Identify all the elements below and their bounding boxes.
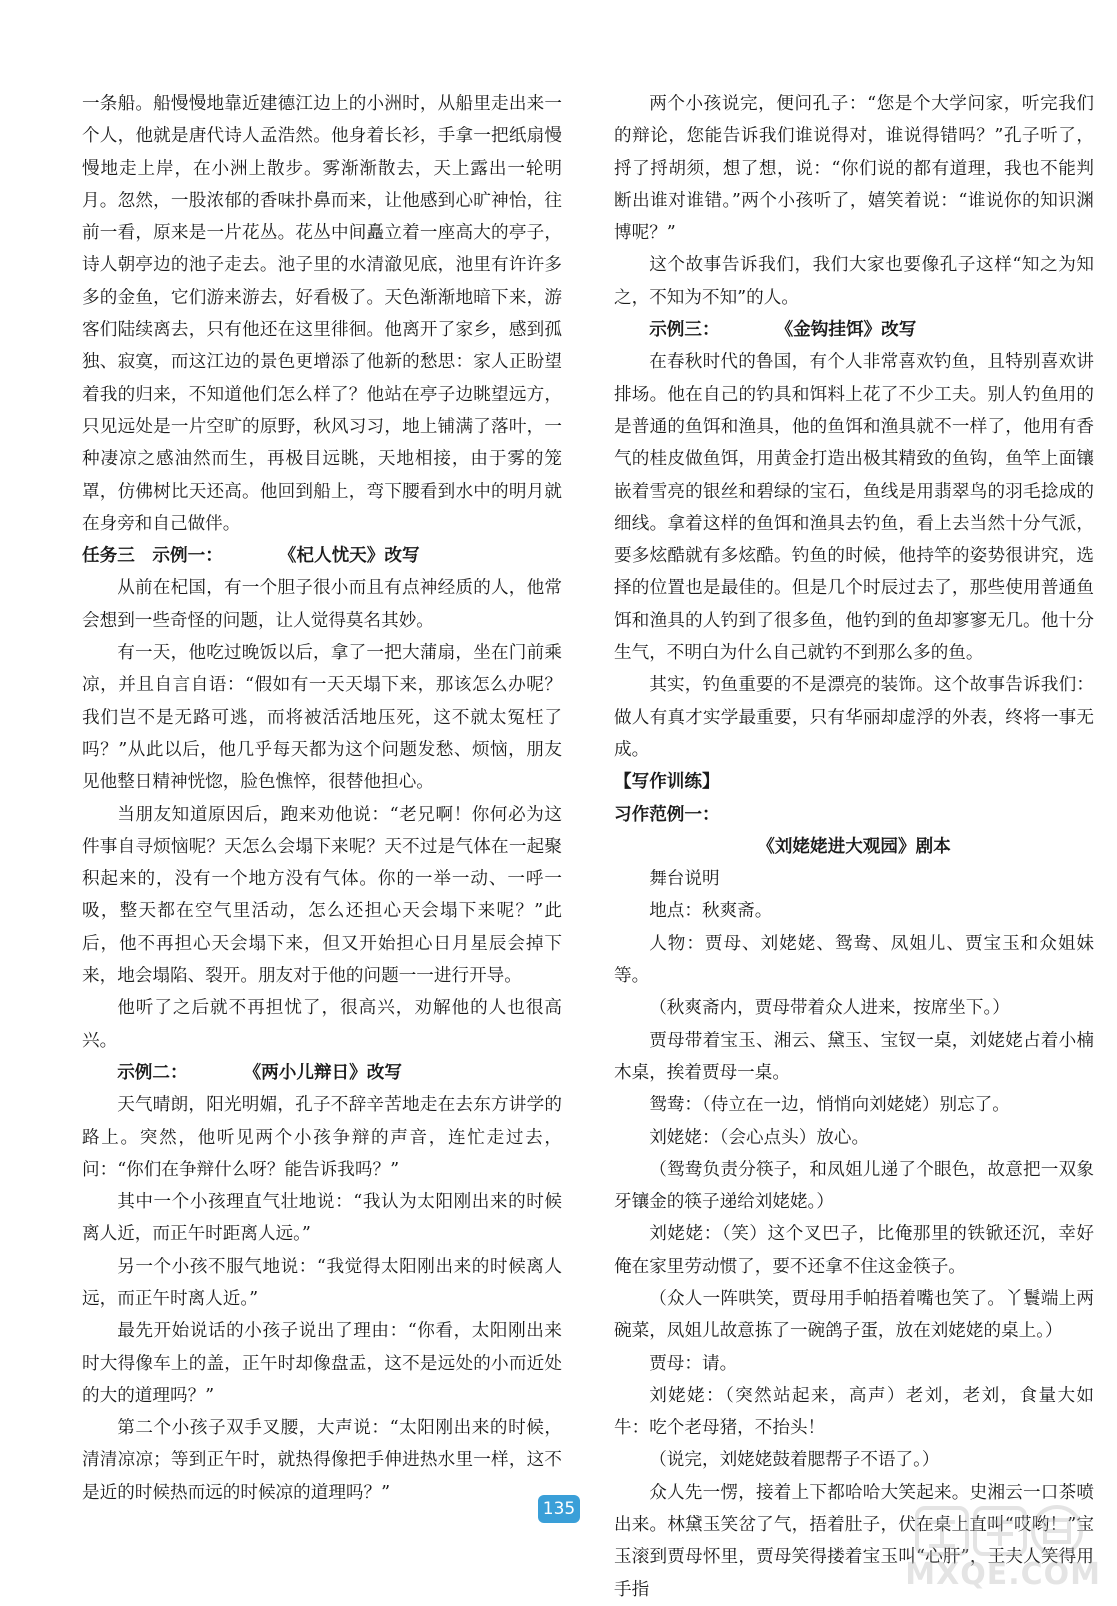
paragraph: 刘姥姥：（笑）这个叉巴子，比俺那里的铁锨还沉，幸好俺在家里劳动惯了，要不还拿不住这金筷子。 [614,1224,1094,1277]
example-title: 《两小儿辩日》改写 [243,1061,402,1083]
paragraph: （说完，刘姥姥鼓着腮帮子不语了。） [649,1450,940,1471]
watermark-url: MXQE.COM [905,1557,1101,1592]
paragraph: 地点：秋爽斋。 [649,901,773,922]
example-heading [82,1057,562,1089]
paragraph: 当朋友知道原因后，跑来劝他说：“老兄啊！你何必为这件事自寻烦恼呢？天怎么会塌下来呢？天不过是气体在一起聚积起来的，没有一个地方没有气体。你的一举一动、一呼一吸，整天都在空气里活动，怎么还担心天会塌下来呢？”此后，他不再担心天会塌下来，但又开始担心日月星辰会掉下来，地会塌陷、裂开。朋友对于他的问题一一进行开导。 [82,804,562,987]
paragraph: 众人先一愣，接着上下都哈哈大笑起来。史湘云一口茶喷出来。林黛玉笑岔了气，捂着肚子，伏在桌上直叫“哎哟！”宝玉滚到贾母怀里，贾母笑得搂着宝玉叫“心肝”，王夫人笑得用手指 [614,1482,1094,1600]
paragraph: 刘姥姥：（突然站起来，高声）老刘，老刘，食量大如牛：吃个老母猪，不抬头！ [614,1385,1094,1439]
paragraph: 两个小孩说完，便问孔子：“您是个大学问家，听完我们的辩论，您能告诉我们谁说得对，谁说得错吗？”孔子听了，捋了捋胡须，想了想，说：“你们说的都有道理，我也不能判断出谁对谁错。”两个小孩听了，嬉笑着说：“谁说你的知识渊博呢？” [614,94,1094,244]
paragraph: 第二个小孩子双手叉腰，大声说：“太阳刚出来的时候，清清凉凉；等到正午时，就热得像把手伸进热水里一样，这不是近的时候热而远的时候凉的道理吗？” [82,1418,562,1503]
script-title: 《刘姥姥进大观园》剧本 [757,835,951,857]
task-label: 任务三 [82,545,135,567]
paragraph: 舞台说明 [649,869,720,890]
example-title: 《杞人忧天》改写 [278,545,420,567]
paragraph: 从前在杞国，有一个胆子很小而且有点神经质的人，他常会想到一些奇怪的问题，让人觉得莫名其妙。 [82,578,562,631]
paragraph: 这个故事告诉我们，我们大家也要像孔子这样“知之为知之，不知为不知”的人。 [614,255,1094,308]
paragraph: 鸳鸯：（侍立在一边，悄悄向刘姥姥）别忘了。 [649,1095,1010,1116]
paragraph: 刘姥姥：（会心点头）放心。 [649,1127,870,1148]
example-label: 示例一： [152,545,223,567]
paragraph: 最先开始说话的小孩子说出了理由：“你看，太阳刚出来时大得像车上的盖，正午时却像盘盂，这不是远处的小而近处的大的道理吗？” [82,1321,562,1406]
watermark [905,1502,1105,1592]
example-label: 示例三： [649,319,720,341]
paragraph: 其实，钓鱼重要的不是漂亮的装饰。这个故事告诉我们：做人有真才实学最重要，只有华丽却虚浮的外表，终将一事无成。 [614,675,1094,760]
paragraph: （鸳鸯负责分筷子，和凤姐儿递了个眼色，故意把一双象牙镶金的筷子递给刘姥姥。） [614,1159,1094,1213]
paragraph: 其中一个小孩理直气壮地说：“我认为太阳刚出来的时候离人近，而正午时距离人远。” [82,1192,562,1245]
paragraph: 人物：贾母、刘姥姥、鸳鸯、凤姐儿、贾宝玉和众姐妹等。 [614,933,1094,987]
page-number: 135 [538,1495,580,1523]
right-column [614,88,1094,1606]
paragraph: 天气晴朗，阳光明媚，孔子不辞辛苦地走在去东方讲学的路上。突然，他听见两个小孩争辩的声音，连忙走过去，问：“你们在争辩什么呀？能告诉我吗？” [82,1095,562,1180]
paragraph: 另一个小孩不服气地说：“我觉得太阳刚出来的时候离人远，而正午时离人近。” [82,1256,562,1309]
watermark-logo-icon [915,1502,1085,1560]
example-title: 《金钩挂饵》改写 [775,319,917,341]
paragraph: 贾母带着宝玉、湘云、黛玉、宝钗一桌，刘姥姥占着小楠木桌，挨着贾母一桌。 [614,1030,1094,1083]
section-heading: 【写作训练】 [614,771,720,793]
task-heading [82,540,562,572]
section-subheading: 习作范例一： [614,803,720,825]
paragraph: 在春秋时代的鲁国，有个人非常喜欢钓鱼，且特别喜欢讲排场。他在自己的钓具和饵料上花了不少工夫。别人钓鱼用的是普通的鱼饵和渔具，他的鱼饵和渔具就不一样了，他用有香气的桂皮做鱼饵，用黄金打造出极其精致的鱼钩，鱼竿上面镶嵌着雪亮的银丝和碧绿的宝石，鱼线是用翡翠鸟的羽毛捻成的细线。拿着这样的鱼饵和渔具去钓鱼，看上去当然十分气派，要多炫酷就有多炫酷。钓鱼的时候，他持竿的姿势很讲究，选择的位置也是最佳的。但是几个时辰过去了，那些使用普通鱼饵和渔具的人钓到了很多鱼，他钓到的鱼却寥寥无几。他十分生气，不明白为什么自己就钓不到那么多的鱼。 [614,352,1094,664]
left-column [82,88,562,1509]
example-label: 示例二： [117,1061,188,1083]
example-heading [614,314,1094,346]
paragraph: 一条船。船慢慢地靠近建德江边上的小洲时，从船里走出来一个人，他就是唐代诗人孟浩然。他身着长衫，手拿一把纸扇慢慢地走上岸，在小洲上散步。雾渐渐散去，天上露出一轮明月。忽然，一股浓郁的香味扑鼻而来，让他感到心旷神怡，往前一看，原来是一片花丛。花丛中间矗立着一座高大的亭子，诗人朝亭边的池子走去。池子里的水清澈见底，池里有许许多多的金鱼，它们游来游去，好看极了。天色渐渐地暗下来，游客们陆续离去，只有他还在这里徘徊。他离开了家乡，感到孤独、寂寞，而这江边的景色更增添了他新的愁思：家人正盼望着我的归来，不知道他们怎么样了？他站在亭子边眺望远方，只见远处是一片空旷的原野，秋风习习，地上铺满了落叶，一种凄凉之感油然而生，再极目远眺，天地相接，由于雾的笼罩，仿佛树比天还高。他回到船上，弯下腰看到水中的明月就在身旁和自己做伴。 [82,94,562,534]
paragraph: （秋爽斋内，贾母带着众人进来，按席坐下。） [649,998,1010,1019]
paragraph: 贾母：请。 [649,1353,738,1374]
paragraph: 他听了之后就不再担忧了，很高兴，劝解他的人也很高兴。 [82,998,562,1051]
paragraph: 有一天，他吃过晚饭以后，拿了一把大蒲扇，坐在门前乘凉，并且自言自语：“假如有一天天塌下来，那该怎么办呢？我们岂不是无路可逃，而将被活活地压死，这不就太冤枉了吗？”从此以后，他几乎每天都为这个问题发愁、烦恼，朋友见他整日精神恍惚，脸色憔悴，很替他担心。 [82,643,562,793]
paragraph: （众人一阵哄笑，贾母用手帕捂着嘴也笑了。丫鬟端上两碗菜，凤姐儿故意拣了一碗鸽子蛋，放在刘姥姥的桌上。） [614,1288,1094,1342]
